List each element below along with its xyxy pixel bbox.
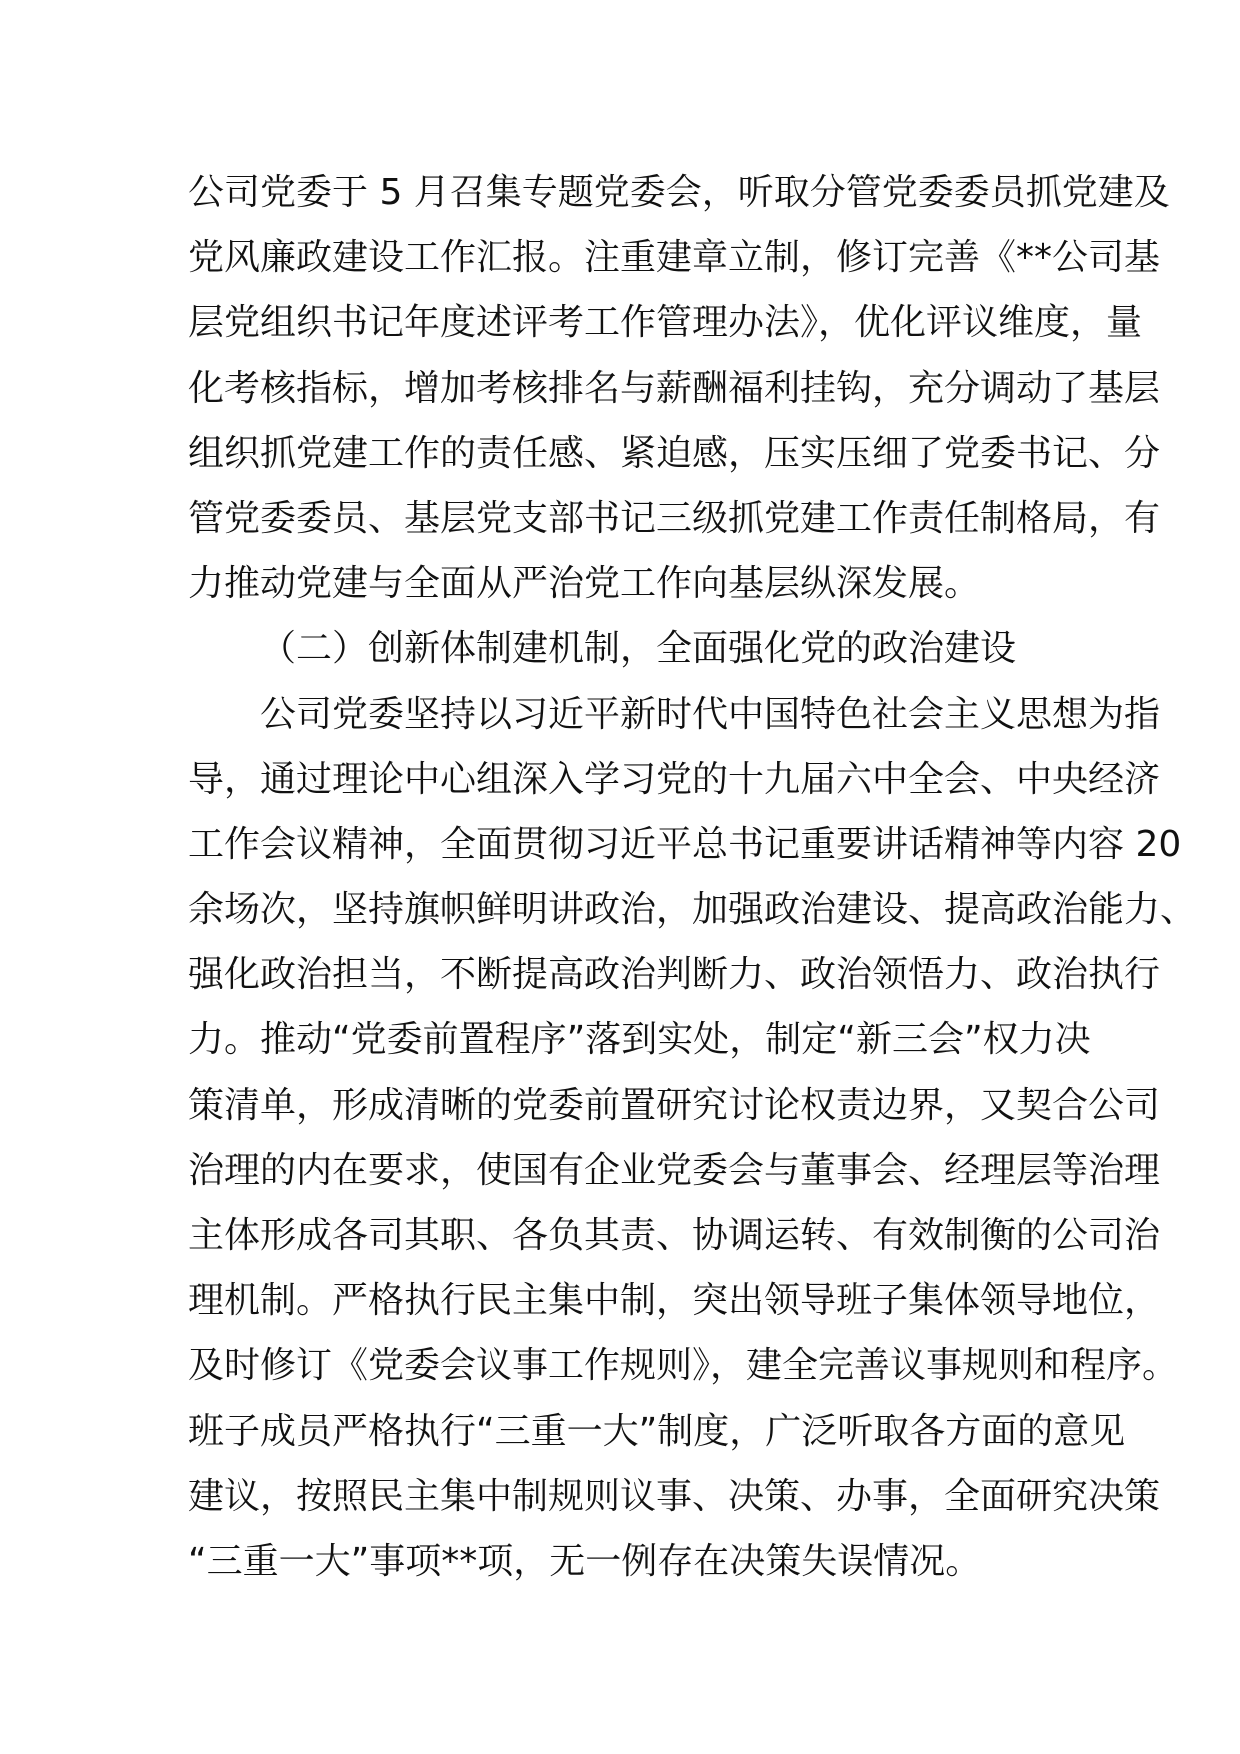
paragraph-line: 公司党委坚持以习近平新时代中国特色社会主义思想为指 — [260, 693, 1161, 735]
paragraph-line: “三重一大”事项**项，无一例存在决策失误情况。 — [188, 1540, 982, 1582]
paragraph-line: 强化政治担当，不断提高政治判断力、政治领悟力、政治执行 — [188, 954, 1161, 996]
document-body — [188, 160, 1197, 1594]
paragraph-line: 建议，按照民主集中制规则议事、决策、办事，全面研究决策 — [188, 1475, 1161, 1517]
paragraph-line: 力推动党建与全面从严治党工作向基层纵深发展。 — [188, 563, 981, 605]
paragraph-line: 工作会议精神，全面贯彻习近平总书记重要讲话精神等内容 20 — [188, 823, 1182, 865]
paragraph-line: 主体形成各司其职、各负其责、协调运转、有效制衡的公司治 — [188, 1215, 1161, 1256]
paragraph-line: 力。推动“党委前置程序”落到实处，制定“新三会”权力决 — [188, 1019, 1091, 1061]
paragraph-line: 层党组织书记年度述评考工作管理办法》，优化评议维度，量 — [188, 302, 1143, 344]
paragraph-line: 公司党委于 5 月召集专题党委会，听取分管党委委员抓党建及 — [188, 172, 1170, 213]
paragraph-line: 理机制。严格执行民主集中制，突出领导班子集体领导地位， — [188, 1280, 1161, 1322]
section-heading: （二）创新体制建机制，全面强化党的政治建设 — [260, 628, 1017, 670]
paragraph-line: 党风廉政建设工作汇报。注重建章立制，修订完善《**公司基 — [188, 237, 1161, 279]
paragraph-line: 管党委委员、基层党支部书记三级抓党建工作责任制格局，有 — [188, 497, 1161, 539]
paragraph-line: 班子成员严格执行“三重一大”制度，广泛听取各方面的意见 — [188, 1410, 1126, 1452]
paragraph-line: 化考核指标，增加考核排名与薪酬福利挂钩，充分调动了基层 — [188, 367, 1161, 409]
paragraph-line: 策清单，形成清晰的党委前置研究讨论权责边界，又契合公司 — [188, 1084, 1161, 1126]
paragraph-line: 组织抓党建工作的责任感、紧迫感，压实压细了党委书记、分 — [188, 432, 1161, 474]
paragraph-line: 导，通过理论中心组深入学习党的十九届六中全会、中央经济 — [188, 758, 1161, 800]
paragraph-line: 余场次，坚持旗帜鲜明讲政治，加强政治建设、提高政治能力、 — [188, 889, 1197, 931]
paragraph-line: 治理的内在要求，使国有企业党委会与董事会、经理层等治理 — [188, 1149, 1161, 1191]
paragraph-line: 及时修订《党委会议事工作规则》，建全完善议事规则和程序。 — [188, 1345, 1179, 1387]
